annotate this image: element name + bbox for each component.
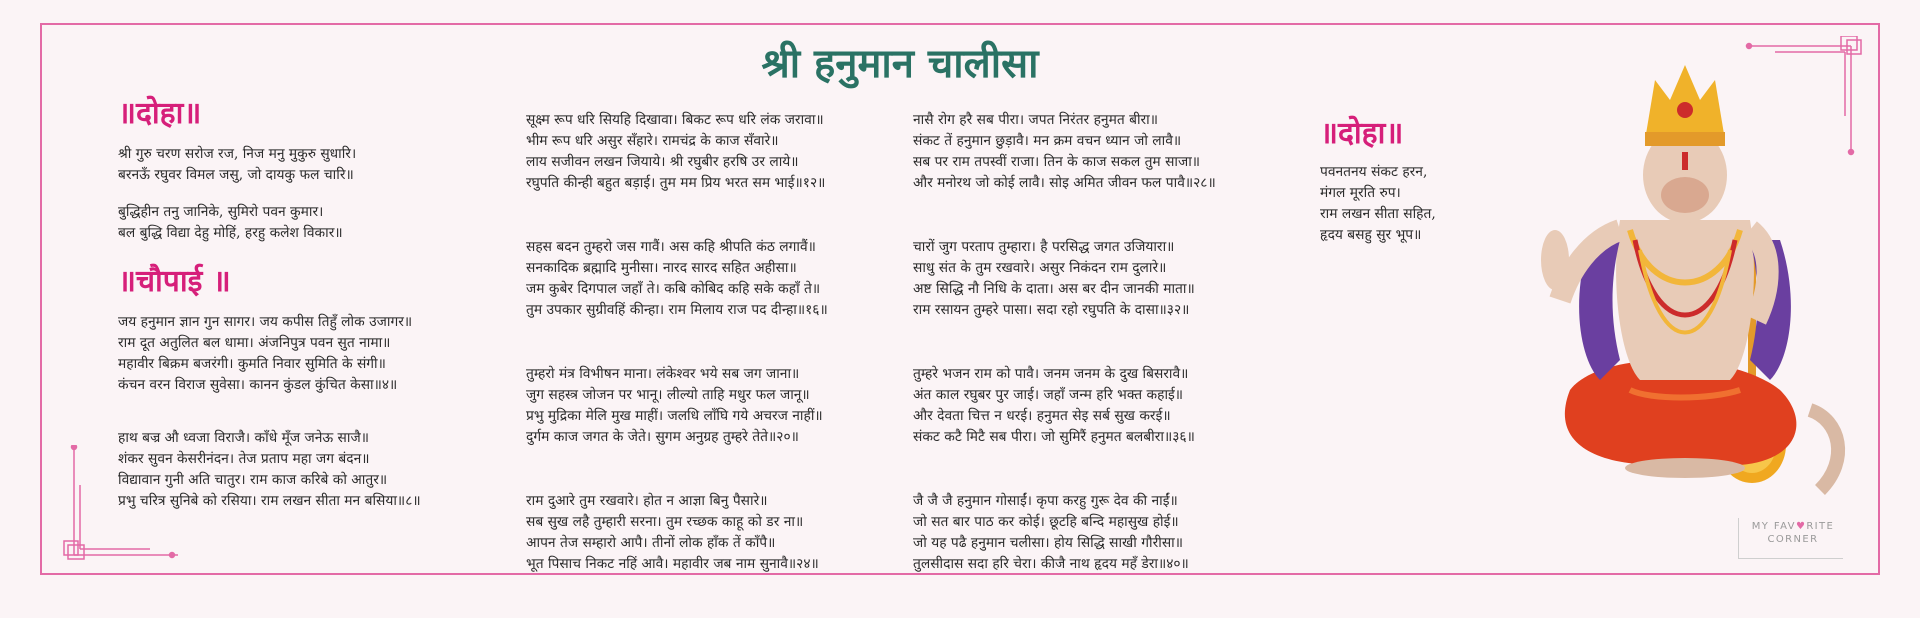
verse-line: प्रभु चरित्र सुनिबे को रसिया। राम लखन सीता मन बसिया॥८॥: [118, 493, 421, 509]
verse-line: बल बुद्धि विद्या देहु मोहिं, हरहु कलेश विकार॥: [118, 225, 343, 241]
verse-line: राम दूत अतुलित बल धामा। अंजनिपुत्र पवन सुत नामा॥: [118, 335, 391, 351]
verse-line: भूत पिसाच निकट नहिं आवै। महावीर जब नाम सुनावै॥२४॥: [526, 556, 819, 572]
verse-line: रघुपति कीन्ही बहुत बड़ाई। तुम मम प्रिय भरत सम भाई॥१२॥: [526, 175, 826, 191]
verse-line: बुद्धिहीन तनु जानिके, सुमिरो पवन कुमार।: [118, 204, 324, 220]
doha-closing-heading: ॥दोहा॥: [1320, 116, 1404, 151]
chaupai-stanza: [913, 491, 1293, 575]
verse-line: तुम उपकार सुग्रीवहिं कीन्हा। राम मिलाय राज पद दीन्हा॥१६॥: [526, 302, 828, 318]
verse-line: सनकादिक ब्रह्मादि मुनीसा। नारद सारद सहित अहीसा॥: [526, 260, 797, 276]
chaupai-stanza: [913, 110, 1293, 194]
verse-line: चारों जुग परताप तुम्हारा। है परसिद्ध जगत उजियारा॥: [913, 239, 1175, 255]
verse-line: जुग सहस्त्र जोजन पर भानू। लील्यो ताहि मधुर फल जानू॥: [526, 387, 810, 403]
column-3: [913, 110, 1293, 618]
verse-line: राम लखन सीता सहित,: [1320, 206, 1436, 222]
doha-heading: ॥दोहा॥: [118, 96, 202, 131]
verse-line: मंगल मूरति रुप।: [1320, 185, 1401, 201]
verse-line: जय हनुमान ज्ञान गुन सागर। जय कपीस तिहुँ लोक उजागर॥: [118, 314, 413, 330]
verse-line: बरनऊँ रघुवर विमल जसु, जो दायकु फल चारि॥: [118, 167, 354, 183]
column-4: [1320, 116, 1520, 246]
verse-line: हृदय बसहु सुर भूप॥: [1320, 227, 1422, 243]
verse-line: श्री गुरु चरण सरोज रज, निज मनु मुकुरु सुधारि।: [118, 146, 357, 162]
verse-line: सब पर राम तपस्वीं राजा। तिन के काज सकल तुम साजा॥: [913, 154, 1201, 170]
column-2: [526, 110, 906, 618]
doha-stanza: [118, 144, 498, 186]
verse-line: लाय सजीवन लखन जियाये। श्री रघुबीर हरषि उर लाये॥: [526, 154, 799, 170]
verse-line: पवनतनय संकट हरन,: [1320, 164, 1428, 180]
verse-line: जो यह पढै हनुमान चलीसा। होय सिद्धि साखी गौरीसा॥: [913, 535, 1183, 551]
verse-line: आपन तेज सम्हारो आपै। तीनों लोक हाँक तें काँपै॥: [526, 535, 776, 551]
verse-line: तुम्हरो मंत्र विभीषन माना। लंकेश्वर भये सब जग जाना॥: [526, 366, 800, 382]
verse-line: विद्यावान गुनी अति चातुर। राम काज करिबे को आतुर॥: [118, 472, 388, 488]
verse-line: जै जै जै हनुमान गोसाईं। कृपा करहु गुरू देव की नाईं॥: [913, 493, 1178, 509]
verse-line: तुलसीदास सदा हरि चेरा। कीजै नाथ हृदय महँ डेरा॥४०॥: [913, 556, 1189, 572]
verse-line: हाथ बज्र औ ध्वजा विराजै। काँधे मूँज जनेऊ साजै॥: [118, 430, 369, 446]
chaupai-stanza: [913, 364, 1293, 448]
verse-line: और देवता चित्त न धरई। हनुमत सेइ सर्ब सुख करई॥: [913, 408, 1171, 424]
hanuman-illustration-icon: [1510, 60, 1860, 510]
verse-line: अंत काल रघुबर पुर जाई। जहाँ जन्म हरि भक्त कहाई॥: [913, 387, 1184, 403]
verse-line: शंकर सुवन केसरीनंदन। तेज प्रताप महा जग बंदन॥: [118, 451, 370, 467]
doha-stanza: [118, 202, 498, 244]
chaupai-stanza: [526, 237, 906, 321]
chaupai-stanza: [526, 491, 906, 575]
verse-line: सूक्ष्म रूप धरि सियहि दिखावा। बिकट रूप धरि लंक जरावा॥: [526, 112, 824, 128]
verse-line: राम रसायन तुम्हरे पासा। सदा रहो रघुपति के दासा॥३२॥: [913, 302, 1190, 318]
verse-line: कंचन वरन विराज सुवेसा। कानन कुंडल कुंचित केसा॥४॥: [118, 377, 398, 393]
page-title: श्री हनुमान चालीसा: [761, 40, 1039, 87]
verse-line: तुम्हरे भजन राम को पावै। जनम जनम के दुख बिसरावै॥: [913, 366, 1189, 382]
verse-line: भीम रूप धरि असुर सँहारे। रामचंद्र के काज सँवारे॥: [526, 133, 779, 149]
verse-line: महावीर बिक्रम बजरंगी। कुमति निवार सुमिति के संगी॥: [118, 356, 386, 372]
brand-logo: MY FAV♥RITE CORNER: [1751, 521, 1835, 545]
verse-line: संकट कटै मिटै सब पीरा। जो सुमिरैं हनुमत बलबीरा॥३६॥: [913, 429, 1195, 445]
chaupai-stanza: [526, 364, 906, 448]
corner-ornament-icon: [60, 445, 180, 565]
verse-line: नासै रोग हरै सब पीरा। जपत निरंतर हनुमत बीरा॥: [913, 112, 1159, 128]
chaupai-stanza: [913, 237, 1293, 321]
verse-line: सब सुख लहै तुम्हारी सरना। तुम रच्छक काहू को डर ना॥: [526, 514, 804, 530]
verse-line: सहस बदन तुम्हरो जस गावैं। अस कहि श्रीपति कंठ लगावैं॥: [526, 239, 816, 255]
chaupai-heading: ॥चौपाई ॥: [118, 264, 231, 299]
chaupai-stanza: [526, 110, 906, 194]
verse-line: और मनोरथ जो कोई लावै। सोइ अमित जीवन फल पावै॥२८॥: [913, 175, 1216, 191]
verse-line: संकट तें हनुमान छुड़ावै। मन क्रम वचन ध्यान जो लावै॥: [913, 133, 1182, 149]
verse-line: अष्ट सिद्धि नौ निधि के दाता। अस बर दीन जानकी माता॥: [913, 281, 1195, 297]
verse-line: जो सत बार पाठ कर कोई। छूटहि बन्दि महासुख होई॥: [913, 514, 1179, 530]
heart-icon: ♥: [1795, 521, 1807, 532]
verse-line: दुर्गम काज जगत के जेते। सुगम अनुग्रह तुम्हरे तेते॥२०॥: [526, 429, 799, 445]
chaupai-stanza: [118, 312, 498, 396]
verse-line: साधु संत के तुम रखवारे। असुर निकंदन राम दुलारे॥: [913, 260, 1167, 276]
verse-line: प्रभु मुद्रिका मेलि मुख माहीं। जलधि लाँघि गये अचरज नाहीं॥: [526, 408, 823, 424]
verse-line: जम कुबेर दिगपाल जहाँ ते। कबि कोबिद कहि सके कहाँ ते॥: [526, 281, 821, 297]
verse-line: राम दुआरे तुम रखवारे। होत न आज्ञा बिनु पैसारे॥: [526, 493, 768, 509]
